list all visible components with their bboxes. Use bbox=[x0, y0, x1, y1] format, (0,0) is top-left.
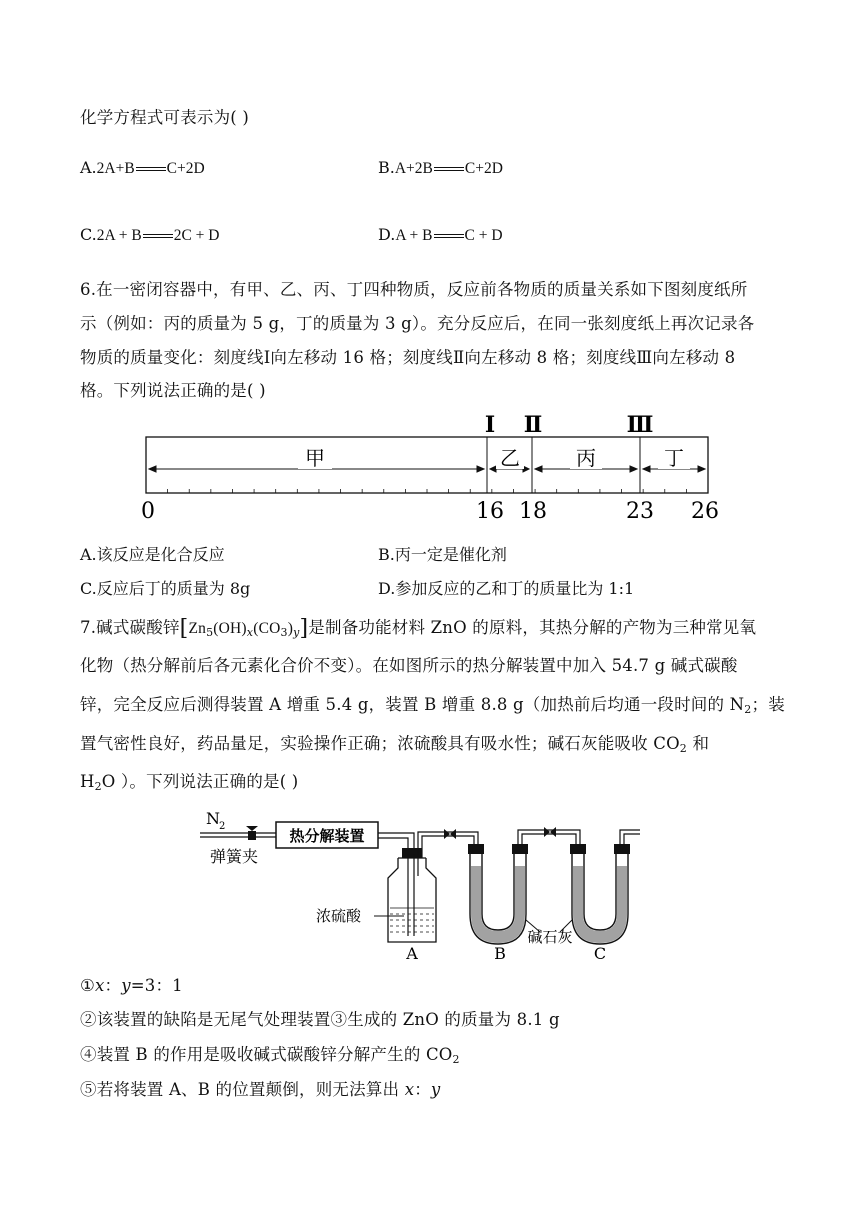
n2-label: N bbox=[206, 809, 220, 828]
q6-option-c: C.反应后丁的质量为 8g bbox=[80, 579, 251, 598]
equation-lhs: 2A + B bbox=[96, 227, 142, 244]
q7-statement-4: ④装置 B 的作用是吸收碱式碳酸锌分解产生的 $CO_2$ bbox=[80, 1045, 460, 1066]
q7-statement-5: ⑤若将装置 A、B 的位置颠倒，则无法算出 x：y bbox=[80, 1080, 441, 1099]
mark-III: Ⅲ bbox=[626, 412, 654, 438]
q6-line-1: 6.在一密闭容器中，有甲、乙、丙、丁四种物质，反应前各物质的质量关系如下图刻度纸所 bbox=[80, 280, 748, 299]
label-b: B bbox=[494, 944, 506, 963]
equation-rhs: C+2D bbox=[166, 160, 205, 177]
q7-statement-2-3: ②该装置的缺陷是无尾气处理装置③生成的 ZnO 的质量为 8.1 g bbox=[80, 1010, 560, 1029]
q6-option-d: D.参加反应的乙和丁的质量比为 1:1 bbox=[378, 579, 635, 598]
equals-arrow bbox=[434, 234, 464, 238]
q7-line-2: 化物（热分解前后各元素化合价不变）。在如图所示的热分解装置中加入 54.7 g 碱式碳酸 bbox=[80, 656, 738, 675]
q6-option-a: A.该反应是化合反应 bbox=[80, 545, 225, 564]
q7-line-3: 锌，完全反应后测得装置 A 增重 5.4 g，装置 B 增重 8.8 g（加热前后均通一段时间的 $N_2$；装 bbox=[80, 695, 785, 716]
equation-rhs: C+2D bbox=[464, 160, 503, 177]
bottle-a bbox=[388, 848, 436, 942]
q5-option-b bbox=[378, 158, 503, 178]
q6-option-b: B.丙一定是催化剂 bbox=[378, 545, 507, 564]
u-tube-c bbox=[570, 844, 630, 944]
q7-line-5: $H_2O$ ）。下列说法正确的是( ) bbox=[80, 772, 299, 793]
thermal-decomposition-apparatus bbox=[200, 804, 660, 964]
equation-lhs: A+2B bbox=[394, 160, 433, 177]
q6-line-3: 物质的质量变化：刻度线Ⅰ向左移动 16 格；刻度线Ⅱ向左移动 8 格；刻度线Ⅲ向左移动 8 bbox=[80, 348, 736, 367]
formula-zinc-carbonate: $[Zn_5(OH)_x(CO_3)_y]$ bbox=[179, 616, 309, 641]
equals-arrow bbox=[136, 167, 166, 171]
u-tube-b bbox=[468, 844, 528, 944]
option-letter: D. bbox=[378, 225, 396, 244]
tick-0: 0 bbox=[141, 499, 155, 524]
label-a: A bbox=[406, 944, 418, 963]
sulfuric-acid-label: 浓硫酸 bbox=[316, 907, 362, 925]
equation-lhs: 2A+B bbox=[96, 160, 135, 177]
mark-I: Ⅰ bbox=[484, 412, 496, 438]
segment-bing: 丙 bbox=[576, 446, 596, 470]
q5-stem: 化学方程式可表示为( ) bbox=[80, 108, 250, 127]
tick-18: 18 bbox=[519, 499, 547, 524]
option-letter: A. bbox=[80, 158, 97, 177]
segment-jia: 甲 bbox=[305, 446, 325, 470]
tick-23: 23 bbox=[626, 499, 654, 524]
segment-yi: 乙 bbox=[500, 446, 520, 470]
equals-arrow bbox=[434, 167, 464, 171]
q7-statement-1: ①x：y=3：1 bbox=[80, 976, 183, 995]
q5-option-c bbox=[80, 225, 219, 245]
equation-rhs: C + D bbox=[464, 227, 503, 244]
tick-16: 16 bbox=[476, 499, 504, 524]
svg-text:2: 2 bbox=[219, 821, 226, 832]
svg-text:热分解装置: 热分解装置 bbox=[289, 827, 365, 845]
equation-rhs: 2C + D bbox=[173, 227, 220, 244]
q5-option-a bbox=[80, 158, 205, 178]
scale-paper-figure bbox=[140, 405, 730, 525]
tick-26: 26 bbox=[691, 499, 719, 524]
equals-arrow bbox=[143, 234, 173, 238]
label-c: C bbox=[593, 944, 607, 963]
mark-II: Ⅱ bbox=[523, 412, 543, 438]
spring-clamp-label: 弹簧夹 bbox=[210, 847, 259, 866]
segment-ding: 丁 bbox=[664, 446, 684, 470]
q6-line-4: 格。下列说法正确的是( ) bbox=[80, 381, 266, 400]
q5-option-d bbox=[378, 225, 503, 245]
equation-lhs: A + B bbox=[395, 227, 433, 244]
q6-line-2: 示（例如：丙的质量为 5 g，丁的质量为 3 g）。充分反应后，在同一张刻度纸上再次记录各 bbox=[80, 314, 755, 333]
option-letter: B. bbox=[378, 158, 395, 177]
scale-paper bbox=[146, 437, 708, 493]
option-letter: C. bbox=[80, 225, 97, 244]
q7-line-1: 7.碱式碳酸锌$[Zn_5(OH)_x(CO_3)_y]$是制备功能材料 ZnO 的原料，其热分解的产物为三种常见氧 bbox=[80, 616, 757, 641]
soda-lime-label: 碱石灰 bbox=[527, 928, 573, 946]
q7-line-4: 置气密性良好，药品量足，实验操作正确；浓硫酸具有吸水性；碱石灰能吸收 $CO_2$ 和 bbox=[80, 734, 710, 755]
